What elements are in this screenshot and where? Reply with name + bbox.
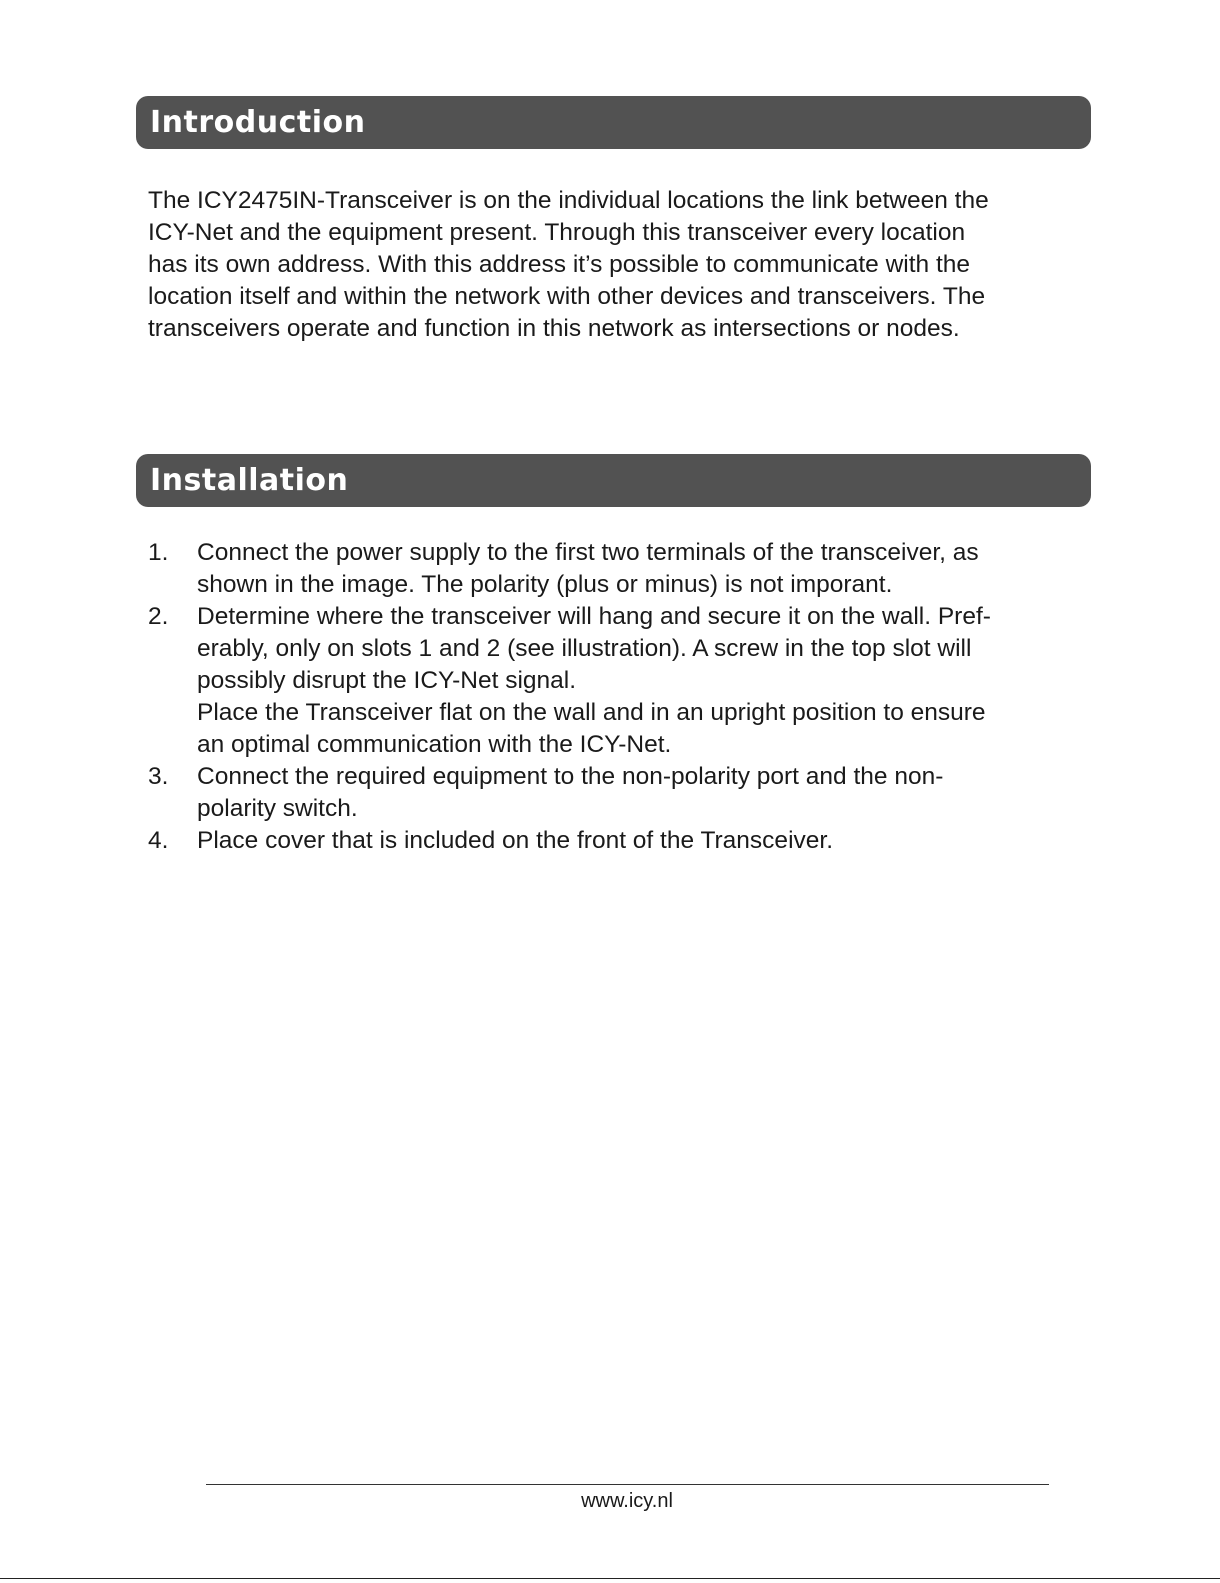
step-3	[148, 761, 1068, 825]
step-line: Connect the required equipment to the non-polarity port and the non-	[197, 763, 944, 790]
footer-url: www.icy.nl	[581, 1490, 673, 1512]
step-number: 2.	[148, 603, 169, 630]
paragraph-line: has its own address. With this address it’s possible to communicate with the	[148, 251, 971, 278]
paragraph-line: The ICY2475IN-Transceiver is on the individual locations the link between the	[148, 187, 989, 214]
paragraph-line: ICY-Net and the equipment present. Through this transceiver every location	[148, 219, 966, 246]
introduction-header-bar	[136, 96, 1091, 149]
installation-steps-list	[148, 537, 1068, 857]
step-number: 1.	[148, 539, 169, 566]
step-line: Determine where the transceiver will hang and secure it on the wall. Pref-	[197, 603, 991, 630]
step-number: 4.	[148, 827, 169, 854]
step-line: polarity switch.	[197, 795, 358, 822]
step-line: Place the Transceiver flat on the wall and in an upright position to ensure	[197, 699, 986, 726]
installation-header-bar	[136, 454, 1091, 507]
introduction-paragraph	[148, 185, 1068, 345]
page-bottom-edge	[0, 1578, 1220, 1579]
paragraph-line: location itself and within the network with other devices and transceivers. The	[148, 283, 986, 310]
introduction-heading: Introduction	[150, 105, 366, 140]
step-line: an optimal communication with the ICY-Net.	[197, 731, 672, 758]
step-line: Connect the power supply to the first two terminals of the transceiver, as	[197, 539, 979, 566]
step-line: possibly disrupt the ICY-Net signal.	[197, 667, 577, 694]
step-1	[148, 537, 1068, 601]
step-2	[148, 601, 1068, 761]
installation-heading: Installation	[150, 463, 349, 498]
step-number: 3.	[148, 763, 169, 790]
paragraph-line: transceivers operate and function in this network as intersections or nodes.	[148, 315, 960, 342]
step-line: erably, only on slots 1 and 2 (see illustration). A screw in the top slot will	[197, 635, 972, 662]
step-line: shown in the image. The polarity (plus or minus) is not imporant.	[197, 571, 893, 598]
step-4	[148, 825, 1068, 857]
step-line: Place cover that is included on the front of the Transceiver.	[197, 827, 833, 854]
footer-divider	[206, 1484, 1049, 1485]
